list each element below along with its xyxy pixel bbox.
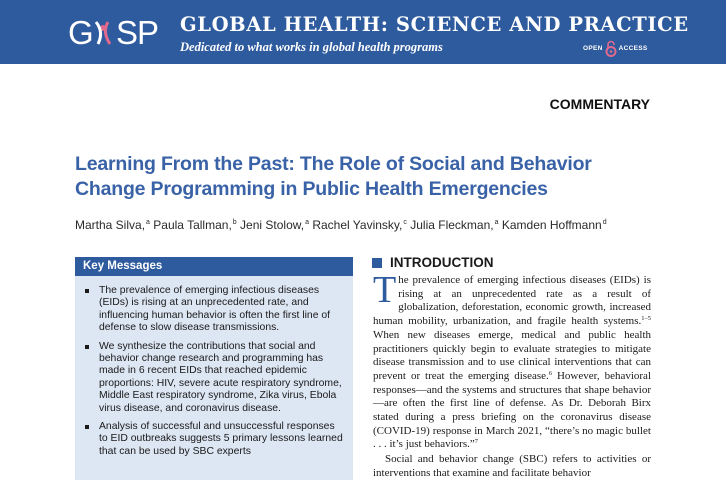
introduction-heading bbox=[372, 255, 494, 270]
citation-ref[interactable]: 7 bbox=[474, 438, 478, 446]
author-name: Jeni Stolow bbox=[236, 218, 301, 232]
open-access-label-right: ACCESS bbox=[618, 44, 648, 52]
author-separator: , bbox=[228, 218, 232, 232]
key-messages-heading: Key Messages bbox=[75, 257, 353, 276]
intro-text-a: he prevalence of emerging infectious diseases (EIDs) is rising at an unprecedented rate as a result of globalization, deforestation, economic growth, increased human mobility, urbanization, and fragile health systems. bbox=[373, 274, 651, 328]
key-message-item bbox=[85, 285, 343, 335]
open-access-badge bbox=[583, 38, 648, 58]
author-affiliation-mark: b bbox=[232, 219, 237, 226]
section-square-icon bbox=[372, 258, 382, 268]
introduction-body bbox=[373, 269, 651, 480]
article-type: COMMENTARY bbox=[549, 96, 650, 112]
author-name: Martha Silva bbox=[75, 218, 142, 232]
key-message-item bbox=[85, 341, 343, 415]
journal-tagline: Dedicated to what works in global health programs bbox=[180, 40, 443, 54]
article-title: Learning From the Past: The Role of Social and Behavior Change Programming in Public Health Emergencies bbox=[75, 153, 592, 200]
intro-text-b: When new diseases emerge, medical and public health practitioners quickly begin to evaluate strategies to mitigate disease transmission and to use clinical interventions that can prevent or treat the emerging disease. bbox=[373, 328, 651, 382]
bullet-icon bbox=[85, 345, 89, 349]
open-access-label-left: OPEN bbox=[583, 44, 603, 52]
author-affiliation-mark: a bbox=[305, 219, 309, 226]
author-name: Kamden Hoffmann bbox=[498, 218, 602, 232]
svg-text:SP: SP bbox=[116, 14, 159, 51]
bullet-icon bbox=[85, 425, 89, 429]
key-message-text: The prevalence of emerging infectious diseases (EIDs) is rising at an unprecedented rate, and influencing human behavior is often the first line of defense to slow disease transmissions. bbox=[99, 285, 331, 334]
introduction-heading-text: INTRODUCTION bbox=[390, 255, 494, 270]
citation-ref[interactable]: 1–5 bbox=[641, 315, 651, 323]
key-message-text: Analysis of successful and unsuccessful responses to EID outbreaks suggests 5 primary lessons learned that can be used by SBC experts bbox=[99, 421, 343, 457]
key-messages-box bbox=[75, 257, 353, 480]
author-separator: , bbox=[141, 218, 146, 232]
author-separator: , bbox=[300, 218, 305, 232]
ghsp-logo bbox=[68, 10, 168, 54]
key-messages-list bbox=[75, 276, 353, 458]
journal-banner bbox=[0, 0, 726, 64]
key-message-item bbox=[85, 421, 343, 458]
author-separator: , bbox=[399, 218, 403, 232]
author-name: Paula Tallman bbox=[149, 218, 229, 232]
author-affiliation-mark: d bbox=[602, 219, 607, 226]
journal-title[interactable]: GLOBAL HEALTH: SCIENCE AND PRACTICE bbox=[180, 13, 689, 36]
author-affiliation-mark: c bbox=[403, 219, 407, 226]
introduction-paragraph-2: Social and behavior change (SBC) refers to activities or interventions that examine and facilitate behavior bbox=[373, 453, 651, 479]
drop-cap: T bbox=[373, 269, 397, 311]
intro-text-c: However, behavioral responses—and the systems and structures that shape behavior—are often the first line of defense. As Dr. Deborah Birx stated during a press briefing on the coronavirus disease (COVID-19) response in March 2021, “there’s no magic bullet . . . it’s just behaviors.” bbox=[373, 369, 651, 451]
svg-text:G: G bbox=[68, 14, 93, 51]
key-message-text: We synthesize the contributions that social and behavior change research and programming has made in 6 recent EIDs that reached epidemic proportions: HIV, severe acute respiratory syndrome, Middle East respiratory syndrome, Zika virus, Ebola virus disease, and coronavirus disease. bbox=[99, 340, 342, 414]
author-name: Julia Fleckman bbox=[406, 218, 491, 232]
author-affiliation-mark: a bbox=[494, 219, 499, 226]
author-separator: , bbox=[490, 218, 494, 232]
author-name: Rachel Yavinsky bbox=[309, 218, 400, 232]
open-access-lock-icon bbox=[605, 40, 617, 57]
introduction-paragraph-1 bbox=[373, 269, 651, 452]
bullet-icon bbox=[85, 289, 89, 293]
author-affiliation-mark: a bbox=[146, 219, 150, 226]
citation-ref[interactable]: 6 bbox=[548, 369, 553, 377]
author-list bbox=[75, 218, 695, 232]
